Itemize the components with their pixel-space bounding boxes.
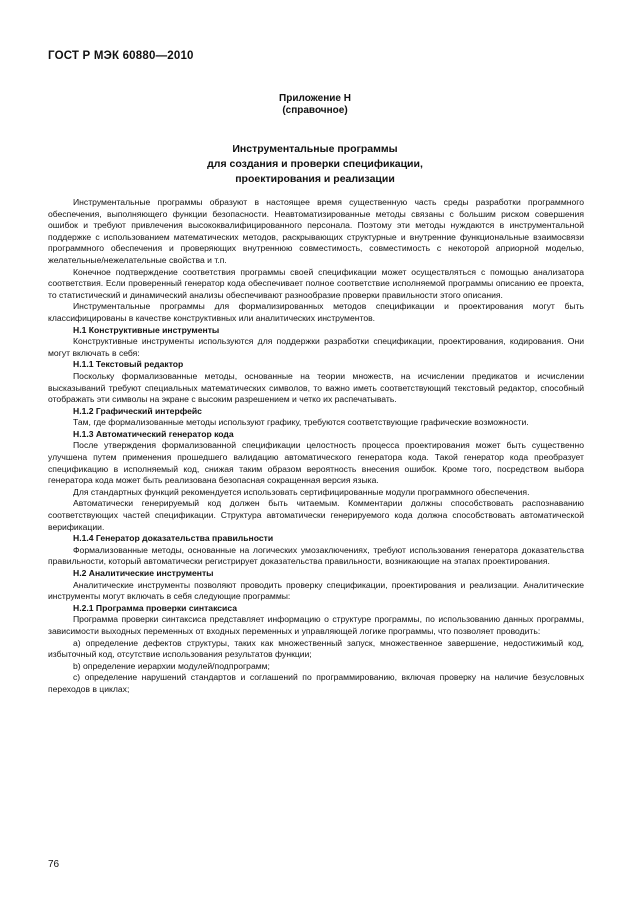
paragraph: Инструментальные программы для формализированных методов спецификации и проектирования могут быть классифицированы в качестве конструктивных или аналитических инструментов. <box>48 301 584 323</box>
section-heading: Н.2.1 Программа проверки синтаксиса <box>73 602 237 613</box>
title-line: для создания и проверки спецификации, <box>207 158 423 170</box>
section-heading: Н.1.3 Автоматический генератор кода <box>73 428 234 439</box>
list-item: a) определение дефектов структуры, таких как множественный запуск, множественное завершение, недостижимый код, избыточный код, отсутствие использования результатов функции; <box>48 637 584 660</box>
paragraph: Конечное подтверждение соответствия программы своей спецификации может осуществляться с помощью анализатора соответствия. Если проверенный генератор кода обеспечивает полное соответствие исполняемой программы описанию ее проекта, то статистический и динамический анализы обеспечивают разнообразие проверки правильности этого описания. <box>48 266 584 300</box>
paragraph: Программа проверки синтаксиса представляет информацию о структуре программы, по использованию данных программы, зависимости выходных переменных от входных переменных и управляющей логике программы, что позволяет проводить: <box>48 614 584 636</box>
paragraph: Аналитические инструменты позволяют проводить проверку спецификации, проектирования и реализации. Аналитические инструменты могут включать в себя следующие программы: <box>48 579 584 602</box>
section-heading: Н.1.1 Текстовый редактор <box>73 359 184 370</box>
annex-subtitle: (справочное) <box>282 105 348 116</box>
list-item: b) определение иерархии модулей/подпрограмм; <box>73 660 270 671</box>
list-item: c) определение нарушений стандартов и соглашений по программированию, включая проверку на наличие безусловных переходов в циклах; <box>48 672 584 694</box>
paragraph: Там, где формализованные методы используют графику, требуются соответствующие графические возможности. <box>73 417 529 428</box>
paragraph: Формализованные методы, основанные на логических умозаключениях, требуют использования генератора доказательства правильности, который автоматически регистрирует доказательства правильности, возникающие на этапах проектирования. <box>48 544 584 567</box>
paragraph: Поскольку формализованные методы, основанные на теории множеств, на исчислении предикатов и исчислении высказываний требуют специальных математических символов, то важно иметь соответствующий текстовый редактор, способный отображать эти символы на экране с высоким разрешением и четко их распечатывать. <box>48 370 584 405</box>
paragraph: Автоматически генерируемый код должен быть читаемым. Комментарии должны способствовать распознаванию соответствующих частей спецификации. Структура автоматически генерируемого кода должна способствовать автоматической верификации. <box>48 498 584 532</box>
section-heading: Н.1 Конструктивные инструменты <box>73 324 220 335</box>
section-title <box>0 142 630 187</box>
page-number: 76 <box>48 859 60 870</box>
paragraph: Для стандартных функций рекомендуется использовать сертифицированные модули программного обеспечения. <box>73 486 530 497</box>
paragraph: После утверждения формализованной спецификации целостность процесса проектирования может быть существенно улучшена путем применения прошедшего валидацию автоматического генератора кода. Такой генератор кода преобразует спецификацию в исполняемый код, снижая таким образом вероятность внесения ошибок. Кроме того, посредством выбора генератора кода может быть реализована безопасная сокращенная версия языка. <box>48 440 584 486</box>
body-text <box>48 197 584 696</box>
annex-block <box>0 93 630 117</box>
paragraph: Инструментальные программы образуют в настоящее время существенную часть среды разработки программного обеспечения, выполняющего функции безопасности. Неавтоматизированные методы связаны с большим риском совершения ошибок и требуют привлечения высококвалифицированного персонала. Поэтому эти методы нуждаются в инструментальной поддержке с использованием математических методов, раскрывающих структурные и внутренние функциональные взаимосвязи программного обеспечения и проверяющих внутреннюю совместимость, совместимость с некоторой априорной моделью, желательные/нежелательные свойства и т.п. <box>48 197 584 265</box>
annex-title: Приложение Н <box>279 93 351 104</box>
section-heading: Н.2 Аналитические инструменты <box>73 568 214 578</box>
paragraph: Конструктивные инструменты используются для поддержки разработки спецификации, проектирования, кодирования. Они могут включать в себя: <box>48 336 584 358</box>
section-heading: Н.1.4 Генератор доказательства правильности <box>73 533 274 544</box>
title-line: Инструментальные программы <box>232 143 398 155</box>
section-heading: Н.1.2 Графический интерфейс <box>73 405 202 416</box>
document-header: ГОСТ Р МЭК 60880—2010 <box>48 50 194 62</box>
title-line: проектирования и реализации <box>235 173 395 185</box>
